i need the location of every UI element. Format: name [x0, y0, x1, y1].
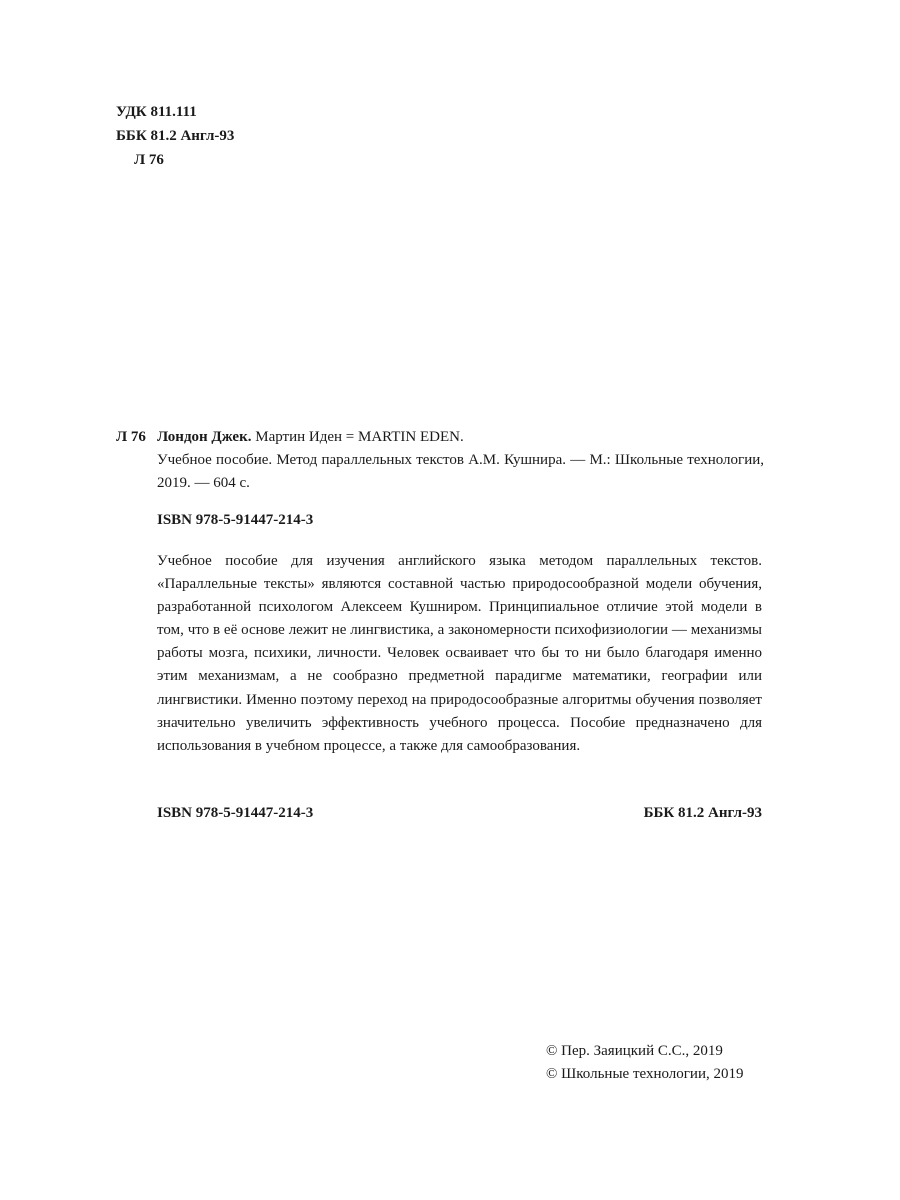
- udk-code: УДК 811.111: [116, 104, 197, 120]
- annotation-text: Учебное пособие для изучения английского языка методом параллельных текстов. «Параллельные тексты» являются составной частью природосообразной модели обучения, разработанной психологом Алексеем Кушниром. Принципиальное отличие этой модели в том, что в её основе лежит не лингвистика, а закономерности психофизиологии — механизмы работы мозга, психики, личности. Человек осваивает что бы то ни было благодаря именно этим механизмам, а не сообразно предметной парадигме математики, географии или лингвистики. Именно поэтому переход на природосообразные алгоритмы обучения позволяет значительно увеличить эффективность учебного процесса. Пособие предназначено для использования в учебном процессе, а также для самообразования.: [157, 553, 762, 754]
- bibliographic-entry: [116, 426, 764, 495]
- copyright-translator: © Пер. Заяицкий С.С., 2019: [546, 1043, 723, 1059]
- copyright-block: [546, 1040, 743, 1086]
- entry-author: Лондон Джек.: [157, 429, 252, 445]
- entry-title: Мартин Иден = MARTIN EDEN.: [255, 429, 464, 445]
- entry-description: Учебное пособие. Метод параллельных текстов А.М. Кушнира. — М.: Школьные технологии, 2019. — 604 с.: [157, 452, 764, 491]
- entry-code: Л 76: [116, 429, 146, 445]
- isbn-bottom: ISBN 978-5-91447-214-3: [157, 805, 314, 821]
- bottom-row: [157, 805, 762, 822]
- classification-block: [116, 100, 234, 172]
- copyright-publisher: © Школьные технологии, 2019: [546, 1066, 744, 1082]
- bbk-bottom: ББК 81.2 Англ-93: [643, 805, 762, 821]
- isbn-top: ISBN 978-5-91447-214-3: [157, 512, 314, 528]
- bbk-code: ББК 81.2 Англ-93: [116, 128, 235, 144]
- author-mark: Л 76: [134, 152, 164, 168]
